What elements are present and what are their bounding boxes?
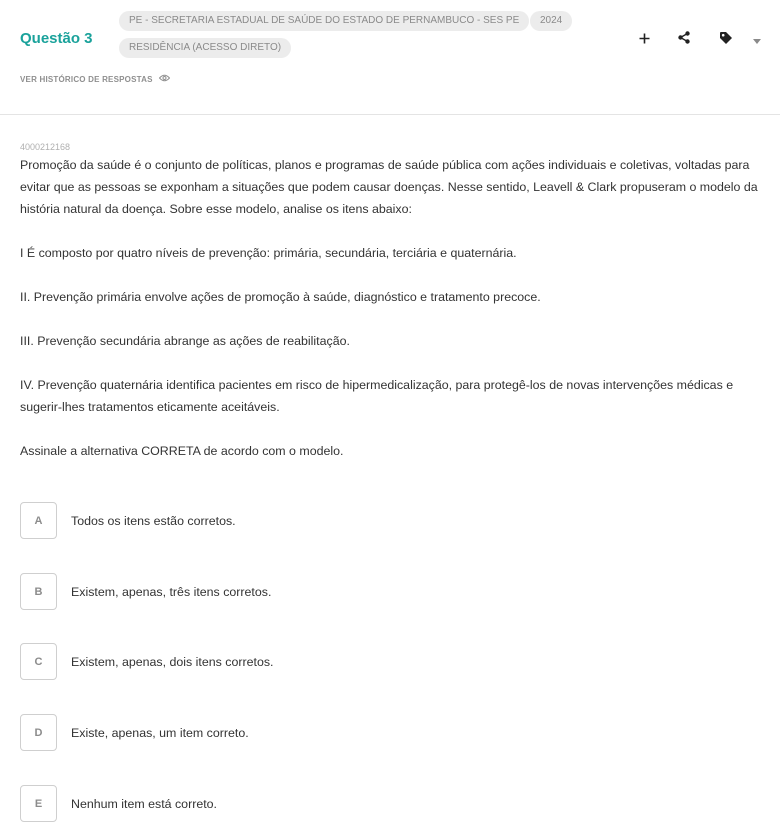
tag-button[interactable] — [718, 30, 734, 50]
tag-year[interactable]: 2024 — [530, 11, 572, 31]
option-d[interactable] — [20, 714, 620, 751]
question-title: Questão 3 — [20, 30, 93, 47]
option-letter[interactable]: D — [20, 714, 57, 751]
tag-dropdown-button[interactable] — [750, 30, 764, 50]
add-button[interactable] — [636, 30, 652, 50]
statement-item: III. Prevenção secundária abrange as ações de reabilitação. — [20, 334, 350, 348]
option-e[interactable] — [20, 785, 620, 822]
option-letter[interactable]: C — [20, 643, 57, 680]
share-button[interactable] — [676, 30, 692, 50]
history-label: VER HISTÓRICO DE RESPOSTAS — [20, 74, 153, 84]
plus-icon — [639, 31, 650, 49]
statement-prompt: Assinale a alternativa CORRETA de acordo com o modelo. — [20, 444, 344, 458]
tag-icon — [719, 31, 733, 50]
tag-institution[interactable]: PE - SECRETARIA ESTADUAL DE SAÚDE DO ESTADO DE PERNAMBUCO - SES PE — [119, 11, 529, 31]
option-text[interactable]: Existem, apenas, três itens corretos. — [71, 584, 272, 599]
question-statement — [20, 154, 765, 462]
option-letter[interactable]: E — [20, 785, 57, 822]
question-body — [20, 142, 765, 462]
option-c[interactable] — [20, 643, 620, 680]
chevron-down-icon — [753, 31, 761, 49]
option-text[interactable]: Todos os itens estão corretos. — [71, 513, 236, 528]
option-text[interactable]: Existem, apenas, dois itens corretos. — [71, 654, 274, 669]
statement-item: I É composto por quatro níveis de prevenção: primária, secundária, terciária e quaternária. — [20, 246, 517, 260]
question-header — [0, 0, 780, 115]
statement-intro: Promoção da saúde é o conjunto de políticas, planos e programas de saúde pública com ações individuais e coletivas, voltadas para evitar que as pessoas se exponham a situações que podem causar doenças. Nesse sentido, Leavell & Clark propuseram o modelo da história natural da doença. Sobre esse modelo, analise os itens abaixo: — [20, 158, 758, 216]
share-icon — [678, 31, 690, 49]
option-b[interactable] — [20, 573, 620, 610]
view-history-link[interactable] — [20, 74, 170, 84]
tag-exam-type[interactable]: RESIDÊNCIA (ACESSO DIRETO) — [119, 38, 291, 58]
option-text[interactable]: Existe, apenas, um item correto. — [71, 725, 249, 740]
eye-icon — [159, 74, 170, 84]
option-letter[interactable]: A — [20, 502, 57, 539]
option-a[interactable] — [20, 502, 620, 539]
question-id: 4000212168 — [20, 142, 71, 152]
statement-item: II. Prevenção primária envolve ações de promoção à saúde, diagnóstico e tratamento precoce. — [20, 290, 541, 304]
option-letter[interactable]: B — [20, 573, 57, 610]
statement-item: IV. Prevenção quaternária identifica pacientes em risco de hipermedicalização, para protegê-los de novas intervenções médicas e sugerir-lhes tratamentos eticamente aceitáveis. — [20, 378, 734, 414]
option-text[interactable]: Nenhum item está correto. — [71, 796, 217, 811]
